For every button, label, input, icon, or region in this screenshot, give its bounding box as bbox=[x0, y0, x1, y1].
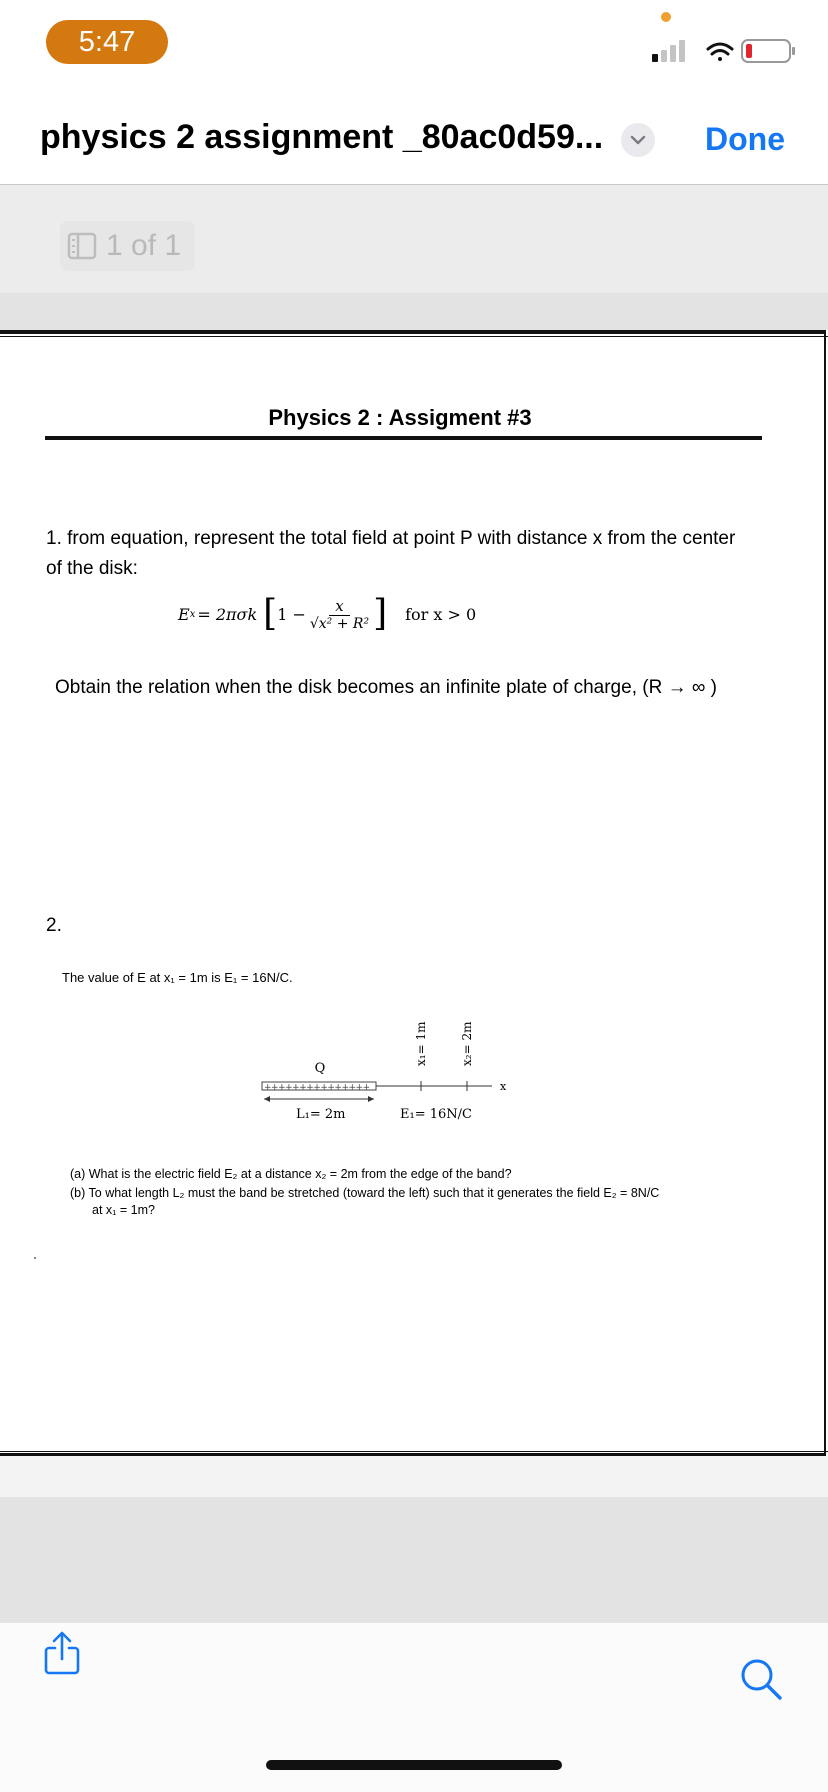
eq-fraction bbox=[310, 597, 369, 632]
x1-label: x₁= 1m bbox=[414, 1021, 428, 1066]
axis-label: x bbox=[500, 1080, 507, 1093]
eq-lhs: E bbox=[178, 604, 190, 624]
length-arrow bbox=[264, 1096, 374, 1102]
chevron-down-icon bbox=[629, 134, 647, 146]
charged-band bbox=[262, 1082, 376, 1093]
status-time: 5:47 bbox=[46, 20, 168, 64]
question-1-intro: 1. from equation, represent the total field at point P with distance x from the center of the disk: bbox=[46, 528, 736, 579]
disk-field-equation bbox=[178, 593, 477, 634]
eq-numerator: x bbox=[329, 597, 349, 616]
eq-coeff: = 2πσk bbox=[197, 604, 258, 624]
page-indicator-label: 1 of 1 bbox=[106, 229, 182, 262]
question-2-intro: The value of E at x₁ = 1m is E₁ = 16N/C. bbox=[62, 970, 293, 985]
page-indicator bbox=[60, 221, 195, 271]
share-icon[interactable] bbox=[42, 1630, 82, 1676]
eq-denominator: √x² + R² bbox=[309, 615, 370, 632]
svg-text:+++++++++++++++: +++++++++++++++ bbox=[264, 1083, 370, 1093]
title-menu-button[interactable] bbox=[621, 123, 655, 157]
field-label: E₁= 16N/C bbox=[400, 1107, 472, 1122]
page-top-rule bbox=[0, 336, 828, 337]
home-indicator bbox=[266, 1760, 562, 1770]
viewer-background-band bbox=[0, 293, 828, 330]
page-speck bbox=[34, 1257, 36, 1259]
eq-left-bracket: [ bbox=[263, 593, 278, 634]
length-label: L₁= 2m bbox=[296, 1107, 346, 1122]
question-2-parts bbox=[70, 1166, 770, 1221]
search-icon[interactable] bbox=[738, 1656, 784, 1702]
wifi-icon bbox=[708, 44, 732, 61]
charged-band-diagram bbox=[250, 1010, 540, 1130]
page-thumbnail-icon bbox=[66, 230, 98, 262]
viewer-background-lower bbox=[0, 1497, 828, 1623]
eq-condition: for x > 0 bbox=[405, 604, 477, 624]
cellular-signal-icon bbox=[652, 40, 685, 62]
status-icons bbox=[650, 38, 800, 64]
part-b: (b) To what length L₂ must the band be stretched (toward the left) such that it generates the field E₂ = 8N/C bbox=[70, 1186, 660, 1200]
document-page[interactable] bbox=[0, 330, 826, 1457]
eq-lhs-sub: x bbox=[189, 608, 196, 620]
part-a: (a) What is the electric field E₂ at a distance x₂ = 2m from the edge of the band? bbox=[70, 1167, 512, 1181]
eq-one-minus: 1 − bbox=[277, 604, 306, 624]
x2-label: x₂= 2m bbox=[460, 1021, 474, 1066]
viewer-background-lower-band bbox=[0, 1456, 828, 1497]
privacy-indicator-dot bbox=[661, 12, 671, 22]
heading-rule bbox=[45, 436, 762, 440]
question-1-relation: Obtain the relation when the disk becomes an infinite plate of charge, (R → ∞ ) bbox=[55, 677, 718, 698]
assignment-heading: Physics 2 : Assigment #3 bbox=[268, 405, 532, 430]
done-button[interactable]: Done bbox=[705, 121, 785, 157]
charge-label: Q bbox=[314, 1061, 326, 1076]
document-title: physics 2 assignment _80ac0d59... bbox=[40, 118, 604, 156]
part-b-continued: at x₁ = 1m? bbox=[92, 1203, 155, 1217]
battery-low-icon bbox=[742, 40, 795, 62]
question-2-label: 2. bbox=[46, 915, 62, 936]
page-bottom-rule bbox=[0, 1451, 828, 1452]
eq-right-bracket: ] bbox=[373, 593, 388, 634]
